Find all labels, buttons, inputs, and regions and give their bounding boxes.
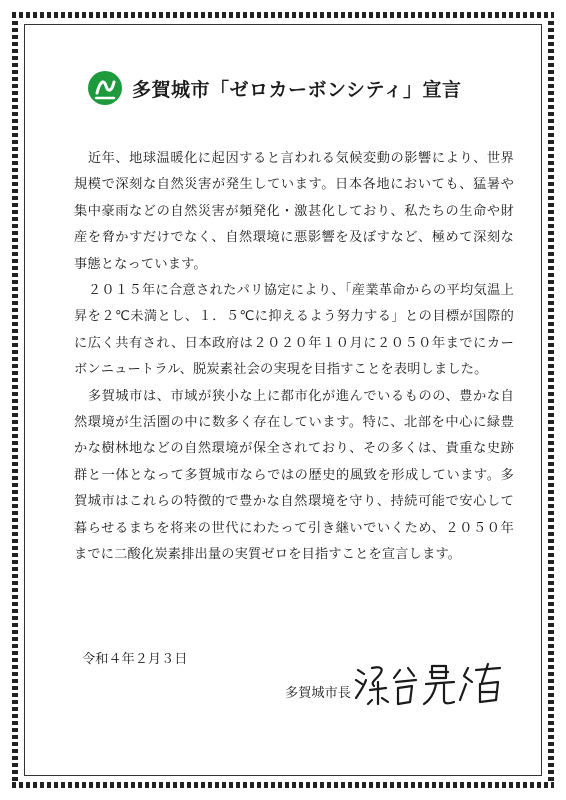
paragraph-1: 近年、地球温暖化に起因すると言われる気候変動の影響により、世界規模で深刻な自然災害が発生しています。日本各地においても、猛暑や集中豪雨などの自然災害が頻発化・激甚化しており、私たちの生命や財産を脅かすだけでなく、自然環境に悪影響を及ぼすなど、極めて深刻な事態となっています。 bbox=[74, 151, 514, 272]
mayor-title: 多賀城市長 bbox=[285, 686, 351, 701]
emblem-graphic bbox=[88, 71, 122, 105]
document-header bbox=[88, 70, 462, 106]
page-title: 多賀城市「ゼロカーボンシティ」宣言 bbox=[132, 78, 462, 101]
city-emblem-icon bbox=[88, 71, 122, 105]
paragraph-3: 多賀城市は、市域が狭小な上に都市化が進んでいるものの、豊かな自然環境が生活圏の中に数多く存在しています。特に、北部を中心に緑豊かな樹林地などの自然環境が保全されており、その多くは、貴重な史跡群と一体となって多賀城市ならではの歴史的風致を形成しています。多賀城市はこれらの特徴的で豊かな自然環境を守り、持続可能で安心して暮らせるまちを将来の世代にわたって引き継いでいくため、２０５０年までに二酸化炭素排出量の実質ゼロを目指すことを宣言します。 bbox=[74, 388, 514, 563]
paragraph-2: ２０１５年に合意されたパリ協定により、「産業革命からの平均気温上昇を２℃未満とし、１．５℃に抑えるよう努力する」との目標が国際的に広く共有され、日本政府は２０２０年１０月に２０５０年までにカーボンニュートラル、脱炭素社会の実現を目指すことを表明しました。 bbox=[74, 283, 514, 378]
declaration-date: 令和４年２月３日 bbox=[82, 652, 188, 667]
declaration-body bbox=[74, 146, 514, 569]
mayor-signature bbox=[350, 660, 515, 708]
